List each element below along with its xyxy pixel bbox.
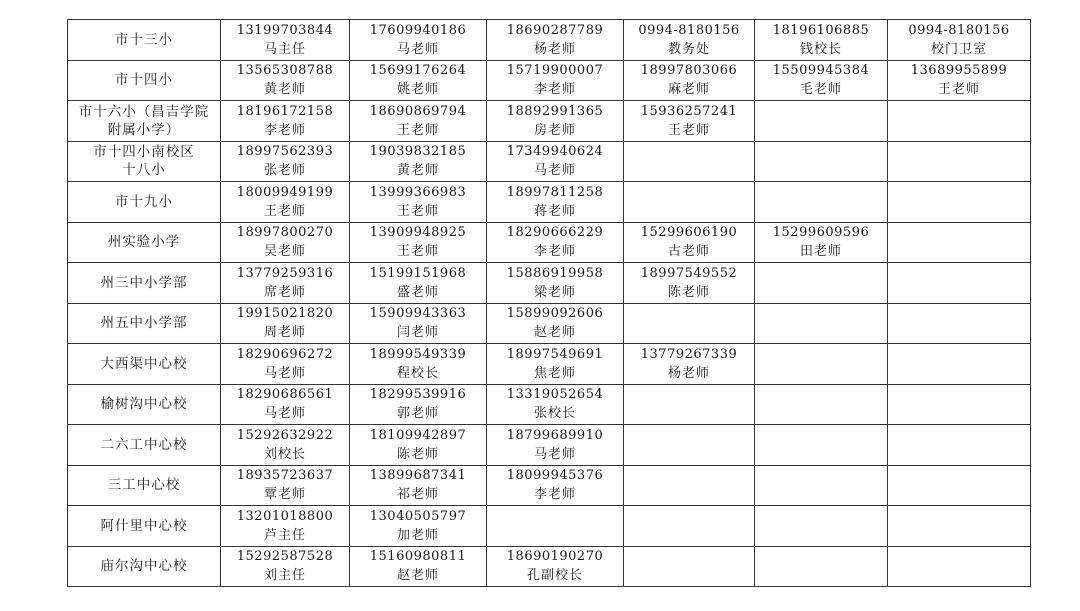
empty-cell	[888, 506, 1031, 547]
table-row	[68, 182, 1031, 223]
contact-phone: 13899687341	[369, 468, 467, 484]
contact-phone: 18290666229	[506, 225, 604, 241]
school-name-line: 十八小	[122, 162, 166, 179]
contact-person: 祁老师	[396, 487, 439, 503]
empty-cell	[624, 506, 755, 547]
contact-phone: 18999549339	[369, 346, 467, 362]
contact-cell	[888, 60, 1031, 101]
contact-person: 郭老师	[396, 406, 439, 422]
school-name-cell	[68, 344, 221, 385]
school-name-line: 市十四小	[115, 72, 173, 89]
school-name-cell	[68, 20, 221, 61]
contact-phone: 18290696272	[236, 346, 334, 362]
contact-cell	[350, 506, 487, 547]
contact-cell	[624, 222, 755, 263]
contact-phone: 19039832185	[369, 144, 467, 160]
contact-person: 黄老师	[396, 163, 439, 179]
contact-cell	[350, 465, 487, 506]
contact-phone: 17349940624	[506, 144, 604, 160]
contact-cell	[221, 263, 350, 304]
contact-person: 杨老师	[533, 41, 576, 57]
empty-cell	[755, 506, 888, 547]
contact-person: 姚老师	[396, 82, 439, 98]
empty-cell	[755, 384, 888, 425]
contact-person: 陈老师	[396, 446, 439, 462]
empty-cell	[624, 182, 755, 223]
contact-cell	[350, 60, 487, 101]
empty-cell	[888, 425, 1031, 466]
table-row	[68, 465, 1031, 506]
table-row	[68, 425, 1031, 466]
contact-cell	[350, 425, 487, 466]
contact-person: 闫老师	[396, 325, 439, 341]
contact-phone: 18196172158	[236, 103, 334, 119]
contact-cell	[350, 546, 487, 587]
contact-phone: 15936257241	[640, 103, 738, 119]
contact-phone: 15160980811	[369, 549, 467, 565]
contact-phone: 18997562393	[236, 144, 334, 160]
empty-cell	[755, 101, 888, 142]
empty-cell	[888, 344, 1031, 385]
contact-cell	[487, 20, 624, 61]
contact-phone: 18935723637	[236, 468, 334, 484]
contact-person: 教务处	[667, 41, 710, 57]
contact-phone: 18892991365	[506, 103, 604, 119]
contact-phone: 13689955899	[910, 63, 1008, 79]
empty-cell	[755, 546, 888, 587]
school-name-cell	[68, 546, 221, 587]
contact-cell	[221, 384, 350, 425]
contact-phone: 15886919958	[506, 265, 604, 281]
contact-cell	[350, 222, 487, 263]
school-name-line: 二六工中心校	[100, 436, 188, 453]
contact-cell	[221, 182, 350, 223]
contact-cell	[221, 60, 350, 101]
contact-person: 王老师	[263, 203, 306, 219]
contact-person: 王老师	[937, 82, 980, 98]
empty-cell	[755, 303, 888, 344]
contact-person: 芦主任	[263, 527, 306, 543]
contact-cell	[755, 20, 888, 61]
contact-cell	[487, 263, 624, 304]
contact-phone: 18690190270	[506, 549, 604, 565]
empty-cell	[624, 546, 755, 587]
table-row	[68, 101, 1031, 142]
contact-phone: 15909943363	[369, 306, 467, 322]
contact-cell	[888, 20, 1031, 61]
contact-cell	[755, 222, 888, 263]
contact-phone: 13199703844	[236, 22, 334, 38]
contact-person: 焦老师	[533, 365, 576, 381]
contact-cell	[221, 344, 350, 385]
contact-person: 王老师	[396, 244, 439, 260]
table-row	[68, 384, 1031, 425]
empty-cell	[888, 141, 1031, 182]
contact-person: 李老师	[533, 82, 576, 98]
contact-person: 王老师	[396, 122, 439, 138]
contact-phone: 15719900007	[506, 63, 604, 79]
school-name-cell	[68, 465, 221, 506]
contact-phone: 15899092606	[506, 306, 604, 322]
empty-cell	[624, 425, 755, 466]
contact-person: 刘主任	[263, 568, 306, 584]
contact-phone: 18997549691	[506, 346, 604, 362]
contact-person: 田老师	[799, 244, 842, 260]
contact-cell	[221, 303, 350, 344]
contact-person: 杨老师	[667, 365, 710, 381]
empty-cell	[755, 465, 888, 506]
contact-person: 黄老师	[263, 82, 306, 98]
contact-phone: 18690287789	[506, 22, 604, 38]
contact-cell	[350, 303, 487, 344]
contact-person: 张校长	[533, 406, 576, 422]
contact-phone: 15699176264	[369, 63, 467, 79]
contact-cell	[624, 344, 755, 385]
contact-person: 王老师	[396, 203, 439, 219]
table-row	[68, 344, 1031, 385]
contact-person: 马老师	[533, 446, 576, 462]
contact-phone: 15199151968	[369, 265, 467, 281]
contact-cell	[755, 60, 888, 101]
contact-person: 盛老师	[396, 284, 439, 300]
contact-person: 李老师	[533, 487, 576, 503]
contact-person: 孔副校长	[526, 568, 583, 584]
contact-cell	[350, 101, 487, 142]
contact-phone: 13319052654	[506, 387, 604, 403]
school-name-line: 市十三小	[115, 31, 173, 48]
contact-person: 陈老师	[667, 284, 710, 300]
school-name-line: 三工中心校	[107, 477, 181, 494]
contact-cell	[221, 20, 350, 61]
school-contact-table	[67, 19, 1031, 587]
contact-person: 张老师	[263, 163, 306, 179]
empty-cell	[888, 465, 1031, 506]
table-row	[68, 546, 1031, 587]
contact-person: 梁老师	[533, 284, 576, 300]
contact-person: 周老师	[263, 325, 306, 341]
contact-cell	[487, 303, 624, 344]
empty-cell	[755, 425, 888, 466]
empty-cell	[624, 384, 755, 425]
contact-phone: 18290686561	[236, 387, 334, 403]
contact-person: 房老师	[533, 122, 576, 138]
contact-cell	[350, 182, 487, 223]
empty-cell	[487, 506, 624, 547]
school-name-cell	[68, 263, 221, 304]
contact-cell	[487, 465, 624, 506]
contact-cell	[221, 425, 350, 466]
contact-cell	[350, 263, 487, 304]
school-name-cell	[68, 182, 221, 223]
empty-cell	[755, 141, 888, 182]
school-name-line: 州实验小学	[107, 234, 181, 251]
contact-person: 席老师	[263, 284, 306, 300]
contact-phone: 18799689910	[506, 427, 604, 443]
contact-cell	[487, 101, 624, 142]
contact-phone: 13565308788	[236, 63, 334, 79]
contact-phone: 18690869794	[369, 103, 467, 119]
contact-cell	[624, 60, 755, 101]
school-name-line: 附属小学）	[107, 121, 181, 138]
school-name-cell	[68, 141, 221, 182]
contact-cell	[487, 425, 624, 466]
contact-cell	[624, 263, 755, 304]
contact-cell	[221, 506, 350, 547]
contact-cell	[487, 141, 624, 182]
contact-phone: 13909948925	[369, 225, 467, 241]
empty-cell	[888, 546, 1031, 587]
contact-phone: 13999366983	[369, 184, 467, 200]
empty-cell	[755, 344, 888, 385]
contact-person: 马老师	[396, 41, 439, 57]
contact-person: 校门卫室	[930, 41, 987, 57]
contact-person: 李老师	[533, 244, 576, 260]
empty-cell	[888, 384, 1031, 425]
empty-cell	[624, 303, 755, 344]
contact-cell	[487, 222, 624, 263]
empty-cell	[624, 465, 755, 506]
empty-cell	[888, 222, 1031, 263]
contact-person: 马老师	[263, 365, 306, 381]
contact-person: 赵老师	[396, 568, 439, 584]
contact-cell	[221, 222, 350, 263]
contact-person: 加老师	[396, 527, 439, 543]
empty-cell	[888, 182, 1031, 223]
contact-phone: 18997803066	[640, 63, 738, 79]
school-name-cell	[68, 222, 221, 263]
contact-phone: 13040505797	[369, 508, 467, 524]
contact-person: 覃老师	[263, 487, 306, 503]
school-name-line: 市十四小南校区	[93, 144, 195, 161]
contact-phone: 18997800270	[236, 225, 334, 241]
contact-cell	[221, 141, 350, 182]
school-name-line: 州三中小学部	[100, 274, 188, 291]
contact-person: 王老师	[667, 122, 710, 138]
contact-phone: 18196106885	[772, 22, 870, 38]
contact-person: 刘校长	[263, 446, 306, 462]
table-row	[68, 506, 1031, 547]
empty-cell	[888, 101, 1031, 142]
contact-person: 吴老师	[263, 244, 306, 260]
contact-phone: 18997549552	[640, 265, 738, 281]
contact-person: 毛老师	[799, 82, 842, 98]
contact-cell	[221, 101, 350, 142]
empty-cell	[888, 303, 1031, 344]
contact-person: 马老师	[533, 163, 576, 179]
contact-cell	[350, 141, 487, 182]
school-name-cell	[68, 60, 221, 101]
school-name-cell	[68, 101, 221, 142]
contact-phone: 13201018800	[236, 508, 334, 524]
contact-phone: 15292587528	[236, 549, 334, 565]
school-name-line: 榆树沟中心校	[100, 396, 188, 413]
empty-cell	[755, 182, 888, 223]
contact-phone: 19915021820	[236, 306, 334, 322]
school-name-cell	[68, 303, 221, 344]
contact-cell	[221, 546, 350, 587]
school-name-cell	[68, 425, 221, 466]
contact-phone: 13779267339	[640, 346, 738, 362]
table-row	[68, 60, 1031, 101]
contact-phone: 15509945384	[772, 63, 870, 79]
contact-person: 马主任	[263, 41, 306, 57]
contact-phone: 18997811258	[506, 184, 604, 200]
contact-person: 程校长	[396, 365, 439, 381]
table-body	[68, 20, 1031, 587]
school-name-line: 市十六小（昌吉学院	[78, 103, 210, 120]
table-row	[68, 222, 1031, 263]
contact-phone: 15299606190	[640, 225, 738, 241]
table-row	[68, 263, 1031, 304]
contact-cell	[487, 182, 624, 223]
contact-person: 钱校长	[799, 41, 842, 57]
school-name-cell	[68, 506, 221, 547]
contact-cell	[350, 344, 487, 385]
school-name-line: 阿什里中心校	[100, 517, 188, 534]
contact-phone: 0994-8180156	[908, 22, 1010, 38]
contact-phone: 17609940186	[369, 22, 467, 38]
contact-phone: 18109942897	[369, 427, 467, 443]
empty-cell	[755, 263, 888, 304]
contact-phone: 15292632922	[236, 427, 334, 443]
contact-cell	[221, 465, 350, 506]
contact-phone: 18299539916	[369, 387, 467, 403]
table-row	[68, 303, 1031, 344]
contact-cell	[624, 101, 755, 142]
contact-person: 马老师	[263, 406, 306, 422]
empty-cell	[624, 141, 755, 182]
table-row	[68, 20, 1031, 61]
table-row	[68, 141, 1031, 182]
contact-cell	[487, 344, 624, 385]
contact-cell	[350, 20, 487, 61]
contact-person: 李老师	[263, 122, 306, 138]
contact-person: 蒋老师	[533, 203, 576, 219]
contact-person: 赵老师	[533, 325, 576, 341]
contact-cell	[624, 20, 755, 61]
school-name-line: 市十九小	[115, 193, 173, 210]
school-name-line: 庙尔沟中心校	[100, 558, 188, 575]
contact-person: 麻老师	[667, 82, 710, 98]
school-name-cell	[68, 384, 221, 425]
contact-phone: 15299609596	[772, 225, 870, 241]
contact-phone: 18099945376	[506, 468, 604, 484]
contact-cell	[350, 384, 487, 425]
contact-phone: 18009949199	[236, 184, 334, 200]
contact-phone: 13779259316	[236, 265, 334, 281]
contact-person: 古老师	[667, 244, 710, 260]
contact-cell	[487, 60, 624, 101]
empty-cell	[888, 263, 1031, 304]
school-name-line: 大西渠中心校	[100, 355, 188, 372]
contact-cell	[487, 546, 624, 587]
school-name-line: 州五中小学部	[100, 315, 188, 332]
contact-phone: 0994-8180156	[638, 22, 740, 38]
contact-cell	[487, 384, 624, 425]
